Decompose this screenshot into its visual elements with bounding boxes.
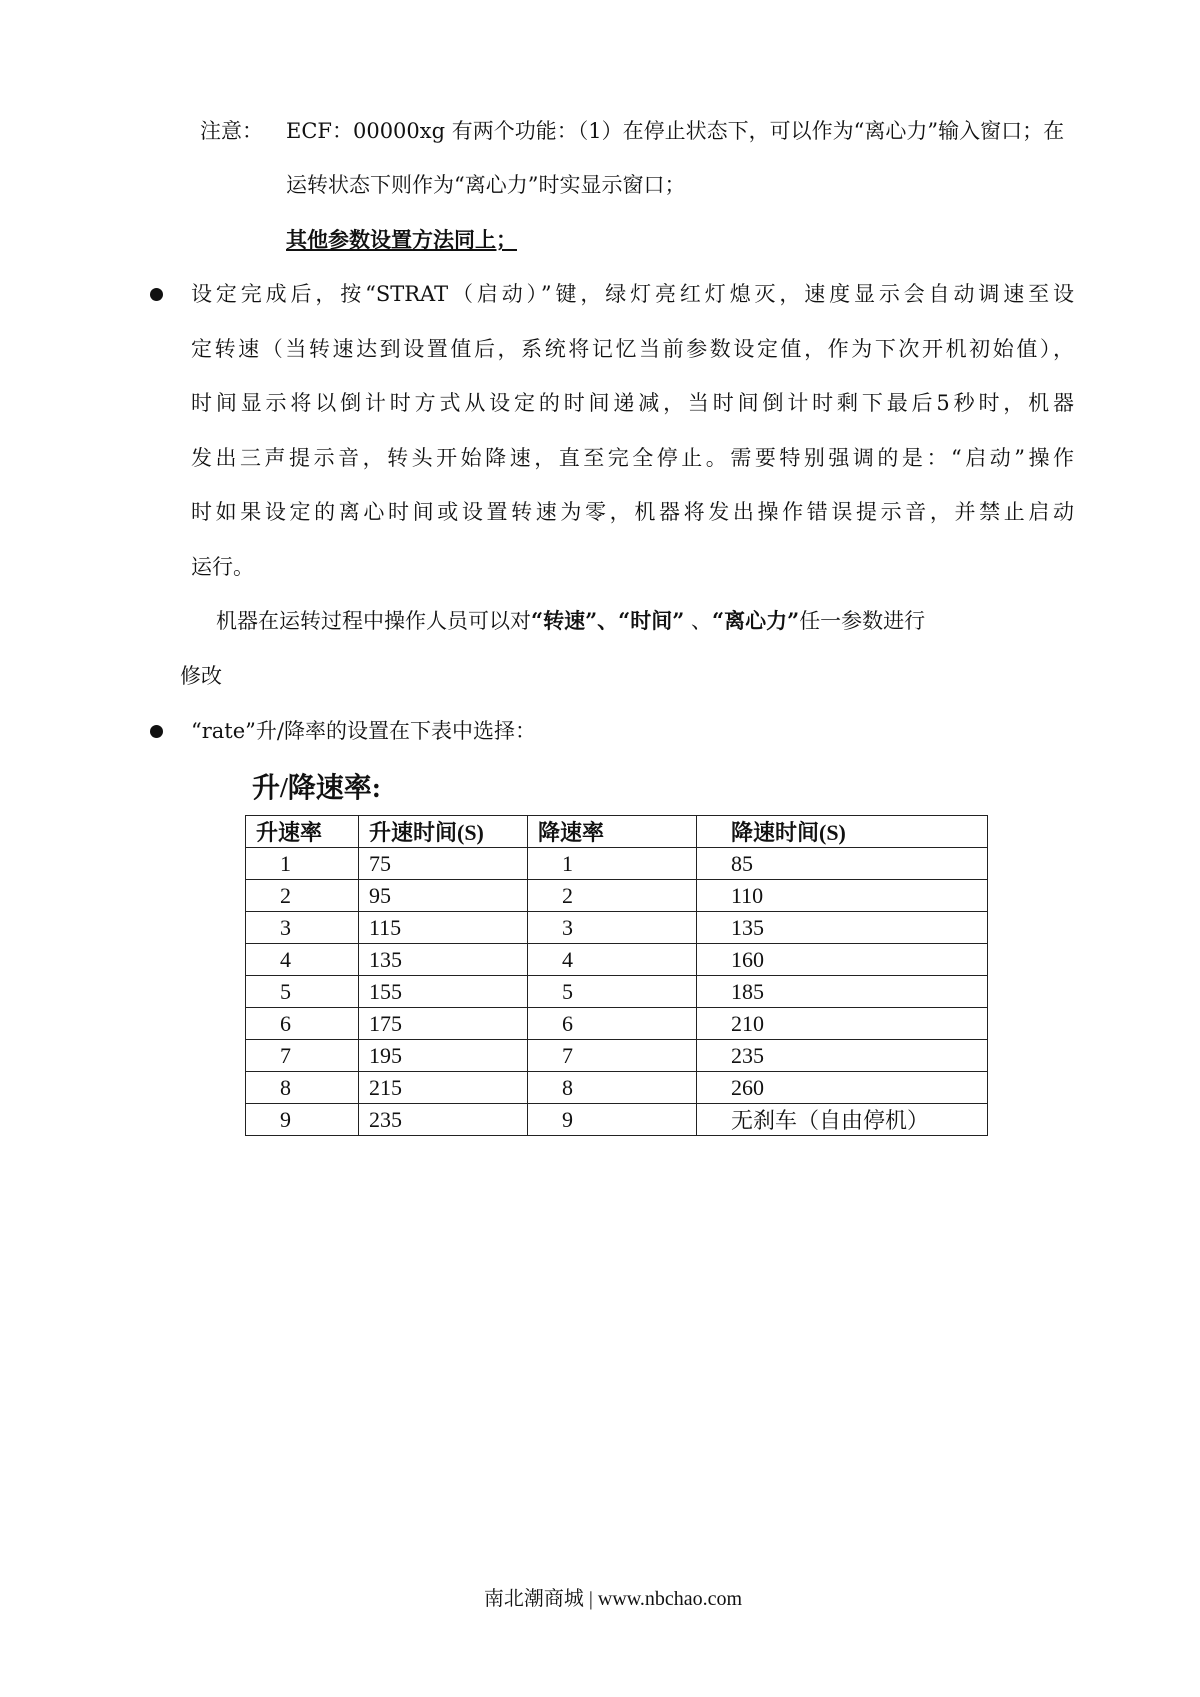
- table-row: [246, 1104, 988, 1136]
- table-cell: 135: [359, 944, 528, 976]
- table-cell: 2: [528, 880, 697, 912]
- table-row: [246, 912, 988, 944]
- bullet-icon: [150, 288, 163, 301]
- para2-line-2: 修改: [180, 664, 222, 688]
- table-cell: 9: [528, 1104, 697, 1136]
- para2-text: 、: [684, 609, 713, 633]
- table-cell: 155: [359, 976, 528, 1008]
- table-cell: 7: [528, 1040, 697, 1072]
- table-cell: 6: [528, 1008, 697, 1040]
- table-cell: 8: [528, 1072, 697, 1104]
- note-line-1: ECF：00000xg 有两个功能：（1）在停止状态下，可以作为“离心力”输入窗口；在: [286, 119, 1065, 143]
- table-row: [246, 1072, 988, 1104]
- para3: “rate”升/降率的设置在下表中选择：: [191, 719, 536, 743]
- table-cell: 4: [528, 944, 697, 976]
- para2-text: 机器在运转过程中操作人员可以对: [216, 609, 531, 633]
- table-cell: 无刹车（自由停机）: [697, 1104, 988, 1136]
- note-line-2: 运转状态下则作为“离心力”时实显示窗口；: [286, 173, 686, 197]
- table-cell: 115: [359, 912, 528, 944]
- table-cell: 235: [359, 1104, 528, 1136]
- table-cell: 1: [528, 848, 697, 880]
- table-row: [246, 880, 988, 912]
- table-cell: 3: [246, 912, 359, 944]
- table-row: [246, 944, 988, 976]
- table-cell: 160: [697, 944, 988, 976]
- table-cell: 9: [246, 1104, 359, 1136]
- table-row: [246, 976, 988, 1008]
- table-row: [246, 848, 988, 880]
- table-cell: 235: [697, 1040, 988, 1072]
- table-cell: 210: [697, 1008, 988, 1040]
- table-cell: 1: [246, 848, 359, 880]
- table-cell: 4: [246, 944, 359, 976]
- para2-text: 任一参数进行: [799, 609, 926, 633]
- para2-bold: “离心力”: [712, 608, 800, 633]
- footer: 南北潮商城 | www.nbchao.com: [483, 1588, 743, 1610]
- header-cell: 升速率: [246, 816, 359, 848]
- table-cell: 5: [528, 976, 697, 1008]
- para2-bold: “转速”、“时间”: [531, 608, 685, 633]
- para1-line: 时如果设定的离心时间或设置转速为零，机器将发出操作错误提示音，并禁止启动: [191, 500, 1074, 524]
- note-line-3: 其他参数设置方法同上；: [286, 227, 517, 252]
- table-header-row: [246, 816, 988, 848]
- table-cell: 2: [246, 880, 359, 912]
- table-cell: 75: [359, 848, 528, 880]
- table-cell: 6: [246, 1008, 359, 1040]
- table-row: [246, 1008, 988, 1040]
- table-cell: 185: [697, 976, 988, 1008]
- header-cell: 降速率: [528, 816, 697, 848]
- table-cell: 3: [528, 912, 697, 944]
- table-cell: 95: [359, 880, 528, 912]
- table-cell: 135: [697, 912, 988, 944]
- table-row: [246, 1040, 988, 1072]
- table-cell: 5: [246, 976, 359, 1008]
- para1-line: 设定完成后，按“STRAT（启动）”键，绿灯亮红灯熄灭，速度显示会自动调速至设: [191, 282, 1074, 306]
- table-cell: 175: [359, 1008, 528, 1040]
- table-cell: 7: [246, 1040, 359, 1072]
- table-cell: 215: [359, 1072, 528, 1104]
- table-cell: 110: [697, 880, 988, 912]
- para1-line: 定转速（当转速达到设置值后，系统将记忆当前参数设定值，作为下次开机初始值），: [191, 337, 1074, 361]
- bullet-icon: [150, 725, 163, 738]
- table-cell: 260: [697, 1072, 988, 1104]
- note-label: 注意：: [200, 119, 263, 143]
- table-cell: 195: [359, 1040, 528, 1072]
- para1-line: 运行。: [191, 555, 254, 579]
- para1-line: 发出三声提示音，转头开始降速，直至完全停止。需要特别强调的是：“启动”操作: [191, 446, 1074, 470]
- header-cell: 降速时间(S): [697, 816, 988, 848]
- header-cell: 升速时间(S): [359, 816, 528, 848]
- table-cell: 85: [697, 848, 988, 880]
- table-title: 升/降速率:: [252, 773, 382, 804]
- rate-table: [245, 815, 988, 1136]
- table-cell: 8: [246, 1072, 359, 1104]
- para1-line: 时间显示将以倒计时方式从设定的时间递减，当时间倒计时剩下最后5秒时，机器: [191, 391, 1074, 415]
- para2-line-1: [216, 607, 925, 635]
